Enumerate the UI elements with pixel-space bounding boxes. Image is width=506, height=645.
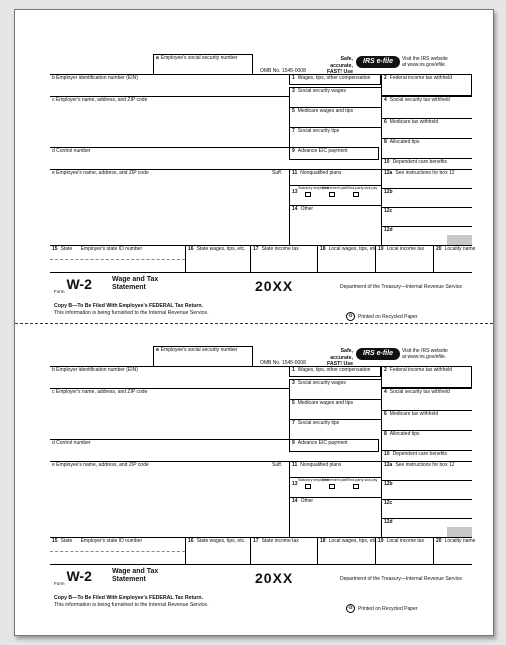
box-12b[interactable]: 12b [381,188,472,207]
box-10[interactable]: 10 Dependent care benefits [381,158,472,169]
box-4[interactable]: 4 Social security tax withheld [381,96,472,118]
recycled-paper-note: ♻ Printed on Recycled Paper [346,312,417,321]
efile-logo: IRS e-file [356,348,400,360]
box-18[interactable]: 18 Local wages, tips, etc. [317,537,375,565]
box-6[interactable]: 6 Medicare tax withheld [381,118,472,138]
box-b-ein[interactable]: b Employer identification number (EIN) [50,74,289,96]
tax-year: 20XX [255,570,294,586]
department-text: Department of the Treasury—Internal Revenue Service [340,576,463,582]
gray-shade [447,527,472,537]
row-divider [50,551,185,552]
statutory-employee-checkbox[interactable]: Statutory employee [298,187,318,197]
w2-form-top [50,54,476,326]
box-20[interactable]: 20 Locality name [433,245,472,273]
department-text: Department of the Treasury—Internal Revenue Service [340,284,463,290]
box-13[interactable]: 13 Statutory employee Retirement plan Third-party sick pay [289,477,381,497]
box-15[interactable]: 15 State Employer's state ID number [50,537,185,565]
row-divider [50,259,185,260]
box-16[interactable]: 16 State wages, tips, etc. [185,537,250,565]
form-w2-label: Form W-2 [54,276,92,294]
box-9[interactable]: 9 Advance EIC payment [289,439,379,452]
box-3[interactable]: 3 Social security wages [289,379,381,399]
box-18[interactable]: 18 Local wages, tips, etc. [317,245,375,273]
w2-form-bottom [50,346,476,618]
box-19[interactable]: 19 Local income tax [375,245,433,273]
ssn-box[interactable] [153,54,253,74]
box-c-employer[interactable]: c Employer's name, address, and ZIP code [50,388,289,439]
form-title: Wage and Tax Statement [112,276,159,291]
box-2[interactable]: 2 Federal income tax withheld [381,366,472,388]
irs-visit-text: Visit the IRS website at www.irs.gov/efile. [402,56,448,69]
box-12c[interactable]: 12c [381,207,472,226]
box-9[interactable]: 9 Advance EIC payment [289,147,379,160]
recycle-icon: ♻ [346,604,355,613]
safe-accurate-text: Safe, accurate, FAST! Use [327,56,353,75]
recycle-icon: ♻ [346,312,355,321]
safe-accurate-text: Safe, accurate, FAST! Use [327,348,353,367]
box-10[interactable]: 10 Dependent care benefits [381,450,472,461]
box-7[interactable]: 7 Social security tips [289,127,381,147]
recycled-paper-note: ♻ Printed on Recycled Paper [346,604,417,613]
box-8[interactable]: 8 Allocated tips [381,138,472,158]
box-12a[interactable]: 12a See instructions for box 12 [381,461,472,480]
box-14[interactable]: 14 Other [289,497,381,537]
ssn-box[interactable] [153,346,253,366]
gray-shade [447,235,472,245]
ssn-letter: a [156,347,159,353]
irs-visit-text: Visit the IRS website at www.irs.gov/efile. [402,348,448,361]
retirement-plan-checkbox[interactable]: Retirement plan [322,187,342,197]
box-5[interactable]: 5 Medicare wages and tips [289,399,381,419]
box-d-control[interactable]: d Control number [50,147,289,169]
box-12d[interactable]: 12d [381,518,472,537]
box-12b[interactable]: 12b [381,480,472,499]
third-party-sick-pay-checkbox[interactable]: Third-party sick pay [346,187,366,197]
w2-sheet [14,9,494,636]
box-5[interactable]: 5 Medicare wages and tips [289,107,381,127]
ssn-label: Employee's social security number [160,55,238,61]
box-c-employer[interactable]: c Employer's name, address, and ZIP code [50,96,289,147]
box-12c[interactable]: 12c [381,499,472,518]
efile-logo: IRS e-file [356,56,400,68]
box-e-employee[interactable]: e Employee's name, address, and ZIP code Suff. [50,461,289,537]
box-d-control[interactable]: d Control number [50,439,289,461]
box-11[interactable]: 11 Nonqualified plans [289,169,381,185]
box-11[interactable]: 11 Nonqualified plans [289,461,381,477]
box-19[interactable]: 19 Local income tax [375,537,433,565]
box-12d[interactable]: 12d [381,226,472,245]
ssn-label: Employee's social security number [160,347,238,353]
copy-instructions: Copy B—To Be Filed With Employee's FEDERAL Tax Return. This information is being furnished to the Internal Revenue Service. [54,303,209,316]
box-17[interactable]: 17 State income tax [250,537,317,565]
omb-number: OMB No. 1545-0008 [260,68,306,74]
omb-number: OMB No. 1545-0008 [260,360,306,366]
tax-year: 20XX [255,278,294,294]
box-12a[interactable]: 12a See instructions for box 12 [381,169,472,188]
copy-instructions: Copy B—To Be Filed With Employee's FEDERAL Tax Return. This information is being furnished to the Internal Revenue Service. [54,595,209,608]
box-6[interactable]: 6 Medicare tax withheld [381,410,472,430]
box-8[interactable]: 8 Allocated tips [381,430,472,450]
box-15[interactable]: 15 State Employer's state ID number [50,245,185,273]
form-w2-label: Form W-2 [54,568,92,586]
box-4[interactable]: 4 Social security tax withheld [381,388,472,410]
box-b-ein[interactable]: b Employer identification number (EIN) [50,366,289,388]
box-16[interactable]: 16 State wages, tips, etc. [185,245,250,273]
third-party-sick-pay-checkbox[interactable]: Third-party sick pay [346,479,366,489]
box-13[interactable]: 13 Statutory employee Retirement plan Third-party sick pay [289,185,381,205]
box-e-employee[interactable]: e Employee's name, address, and ZIP code Suff. [50,169,289,245]
box-2[interactable]: 2 Federal income tax withheld [381,74,472,96]
box-1[interactable]: 1 Wages, tips, other compensation [289,74,381,85]
box-3[interactable]: 3 Social security wages [289,87,381,107]
box-17[interactable]: 17 State income tax [250,245,317,273]
box-1[interactable]: 1 Wages, tips, other compensation [289,366,381,377]
statutory-employee-checkbox[interactable]: Statutory employee [298,479,318,489]
box-20[interactable]: 20 Locality name [433,537,472,565]
ssn-letter: a [156,55,159,61]
box-7[interactable]: 7 Social security tips [289,419,381,439]
form-title: Wage and Tax Statement [112,568,159,583]
retirement-plan-checkbox[interactable]: Retirement plan [322,479,342,489]
box-14[interactable]: 14 Other [289,205,381,245]
